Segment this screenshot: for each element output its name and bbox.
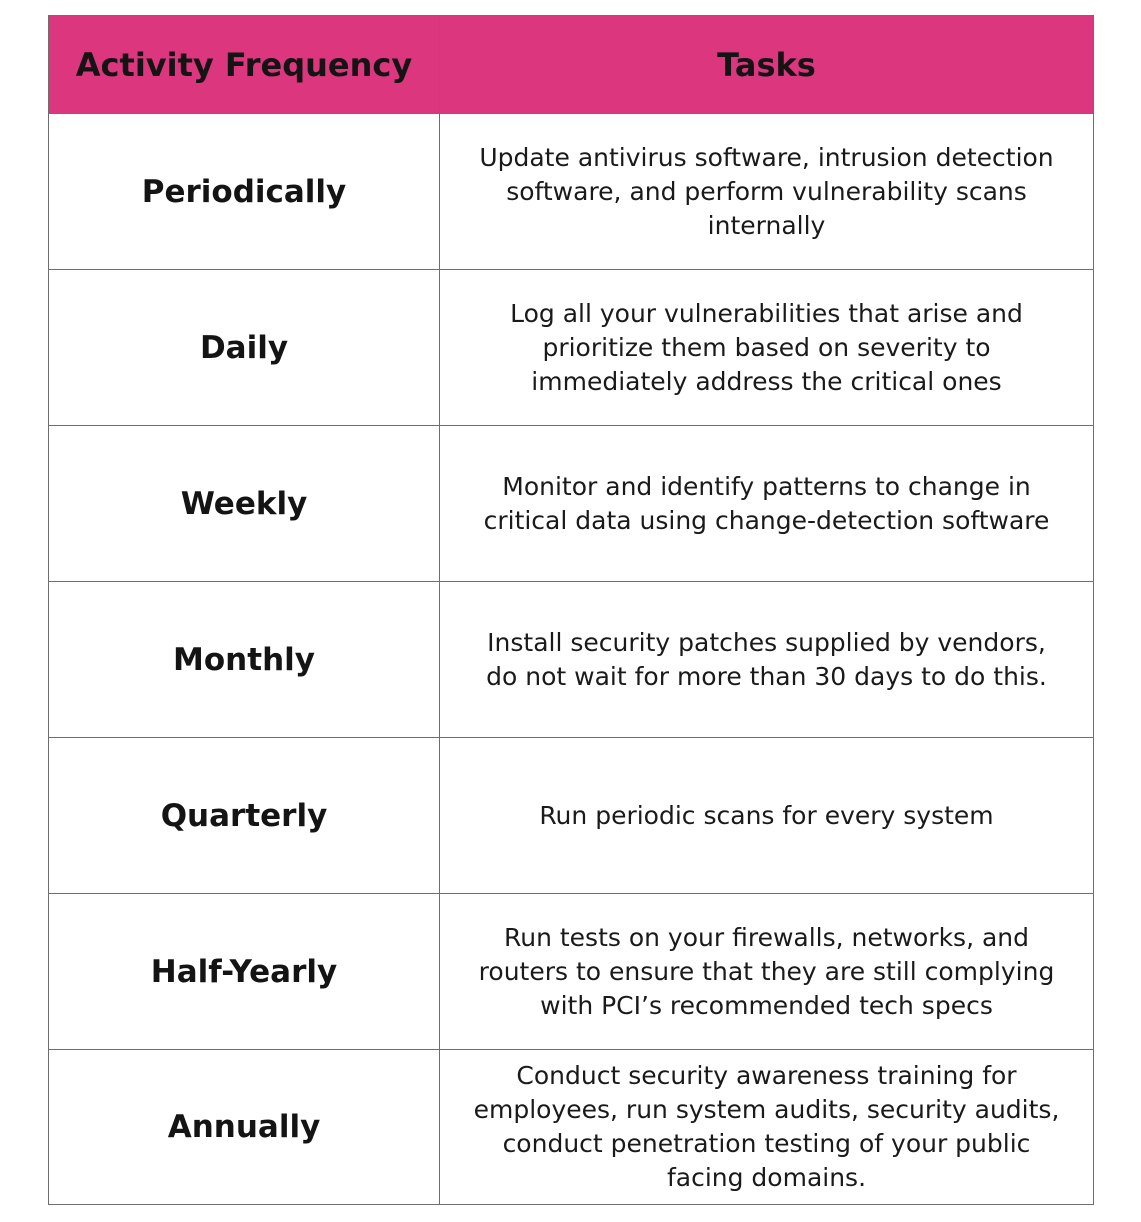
task-cell: Update antivirus software, intrusion detection software, and perform vulnerability scans internally: [479, 142, 1054, 240]
table-row: [49, 738, 1093, 894]
table-row: [49, 270, 1093, 426]
task-cell: Monitor and identify patterns to change in critical data using change-detection software: [483, 471, 1050, 535]
frequency-cell: Weekly: [49, 426, 440, 581]
table-row: [49, 582, 1093, 738]
frequency-cell: Daily: [49, 270, 440, 425]
table-row: [49, 894, 1093, 1050]
task-cell: Install security patches supplied by vendors, do not wait for more than 30 days to do this.: [486, 627, 1047, 691]
table-row: [49, 426, 1093, 582]
table-header-row: [49, 16, 1093, 114]
frequency-cell: Monthly: [49, 582, 440, 737]
frequency-cell: Quarterly: [49, 738, 440, 893]
header-tasks: Tasks: [717, 45, 816, 84]
task-cell: Run periodic scans for every system: [539, 800, 994, 830]
task-cell: Run tests on your firewalls, networks, and routers to ensure that they are still complying with PCI’s recommended tech specs: [478, 922, 1055, 1020]
task-cell: Log all your vulnerabilities that arise and prioritize them based on severity to immediately address the critical ones: [510, 298, 1023, 396]
frequency-cell: Half-Yearly: [49, 894, 440, 1049]
activity-frequency-table: [48, 15, 1094, 1205]
task-cell: Conduct security awareness training for employees, run system audits, security audits, conduct penetration testing of your public facing domains.: [473, 1061, 1060, 1192]
table-row: [49, 114, 1093, 270]
frequency-cell: Annually: [49, 1050, 440, 1204]
frequency-cell: Periodically: [49, 114, 440, 269]
header-activity-frequency: Activity Frequency: [49, 16, 440, 113]
table-row: [49, 1050, 1093, 1204]
